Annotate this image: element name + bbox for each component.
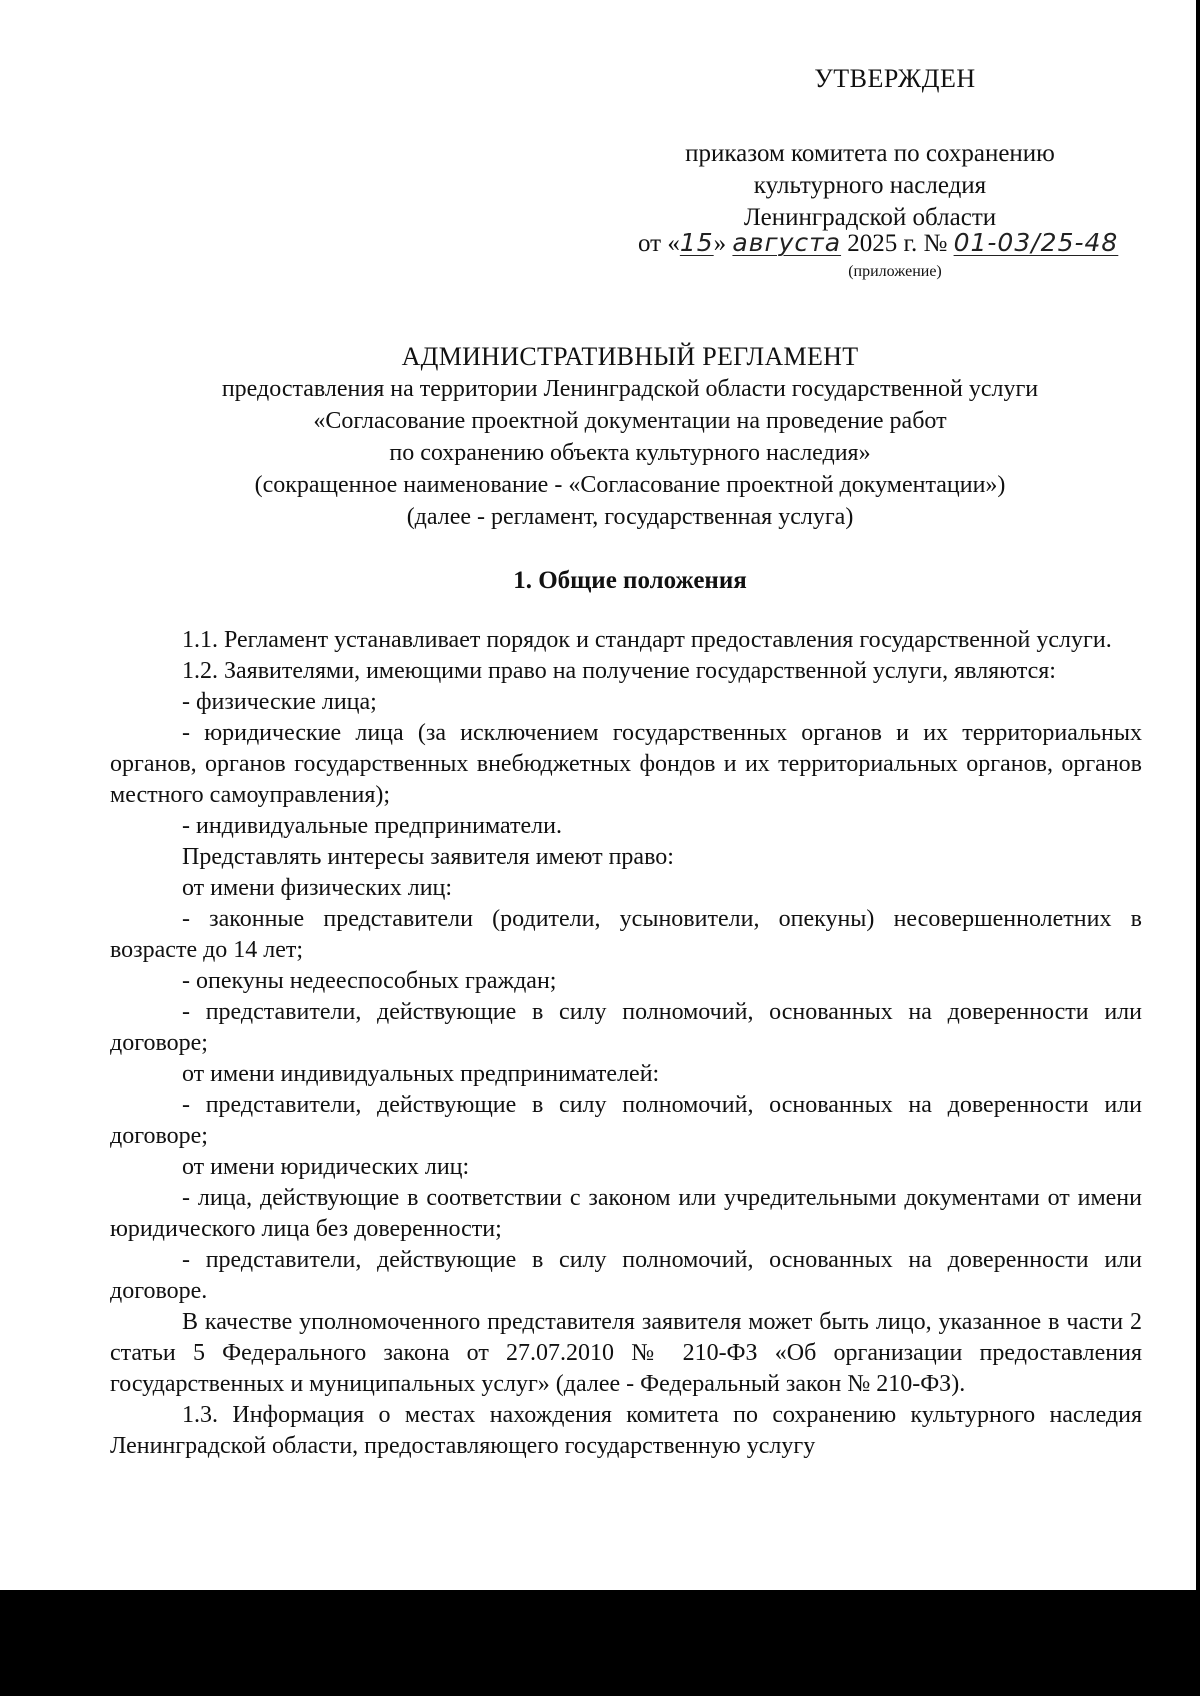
order-line-2: культурного наследия xyxy=(753,172,987,199)
date-mid: » xyxy=(713,230,727,257)
paragraph: - представители, действующие в силу полномочий, основанных на доверенности или договоре; xyxy=(110,1092,1142,1149)
paragraph: - законные представители (родители, усыновители, опекуны) несовершеннолетних в возрасте до 14 лет; xyxy=(110,906,1142,963)
paragraph: 1.3. Информация о местах нахождения комитета по сохранению культурного наследия Ленинградской области, предоставляющего государственную услугу xyxy=(110,1402,1142,1459)
order-date-line xyxy=(638,228,1158,258)
paragraph: 1.1. Регламент устанавливает порядок и стандарт предоставления государственной услуги. xyxy=(182,627,1112,653)
paragraph: В качестве уполномоченного представителя заявителя может быть лицо, указанное в части 2 статьи 5 Федерального закона от 27.07.2010 № 210-ФЗ «Об организации предоставления государственных и муниципальных услуг» (далее - Федеральный закон № 210-ФЗ). xyxy=(110,1309,1142,1397)
paragraph: - индивидуальные предприниматели. xyxy=(182,813,562,839)
paragraph: - лица, действующие в соответствии с законом или учредительными документами от имени юридического лица без доверенности; xyxy=(110,1185,1142,1242)
paragraph: Представлять интересы заявителя имеют право: xyxy=(182,844,674,870)
paragraph: 1.2. Заявителями, имеющими право на получение государственной услуги, являются: xyxy=(182,658,1056,684)
annex-label: (приложение) xyxy=(848,263,942,280)
title-line-3: по сохранению объекта культурного наследия» xyxy=(389,440,871,466)
document-title xyxy=(120,341,1140,533)
title-line-4: (сокращенное наименование - «Согласование проектной документации») xyxy=(254,472,1006,498)
approval-block xyxy=(0,0,1200,300)
paragraph: - физические лица; xyxy=(182,689,377,715)
paragraph: - представители, действующие в силу полномочий, основанных на доверенности или договоре. xyxy=(110,1247,1142,1304)
order-line-1: приказом комитета по сохранению xyxy=(685,140,1055,167)
paragraph: от имени индивидуальных предпринимателей: xyxy=(182,1061,660,1087)
order-number-handwritten: 01-03/25-48 xyxy=(953,228,1119,257)
date-year: 2025 г. № xyxy=(847,230,948,257)
order-line-3: Ленинградской области xyxy=(743,204,997,231)
date-day-handwritten: 15 xyxy=(679,228,714,257)
date-prefix: от « xyxy=(638,230,680,257)
title-line-2: «Согласование проектной документации на проведение работ xyxy=(313,408,947,434)
regulation-title: АДМИНИСТРАТИВНЫЙ РЕГЛАМЕНТ xyxy=(401,342,859,371)
paragraph: - юридические лица (за исключением государственных органов и их территориальных органов, органов государственных внебюджетных фондов и их территориальных органов, органов местного самоуправления); xyxy=(110,720,1142,808)
approved-stamp-title: УТВЕРЖДЕН xyxy=(814,64,976,93)
paragraph: от имени юридических лиц: xyxy=(182,1154,470,1180)
section-heading: 1. Общие положения xyxy=(513,567,747,594)
paragraph: - опекуны недееспособных граждан; xyxy=(182,968,557,994)
title-line-1: предоставления на территории Ленинградской области государственной услуги xyxy=(221,376,1039,402)
paragraph: - представители, действующие в силу полномочий, основанных на доверенности или договоре; xyxy=(110,999,1142,1056)
paragraph: от имени физических лиц: xyxy=(182,875,453,901)
section-body xyxy=(110,625,1142,1462)
date-month-handwritten: августа xyxy=(732,228,842,257)
title-line-5: (далее - регламент, государственная услуга) xyxy=(406,504,854,530)
